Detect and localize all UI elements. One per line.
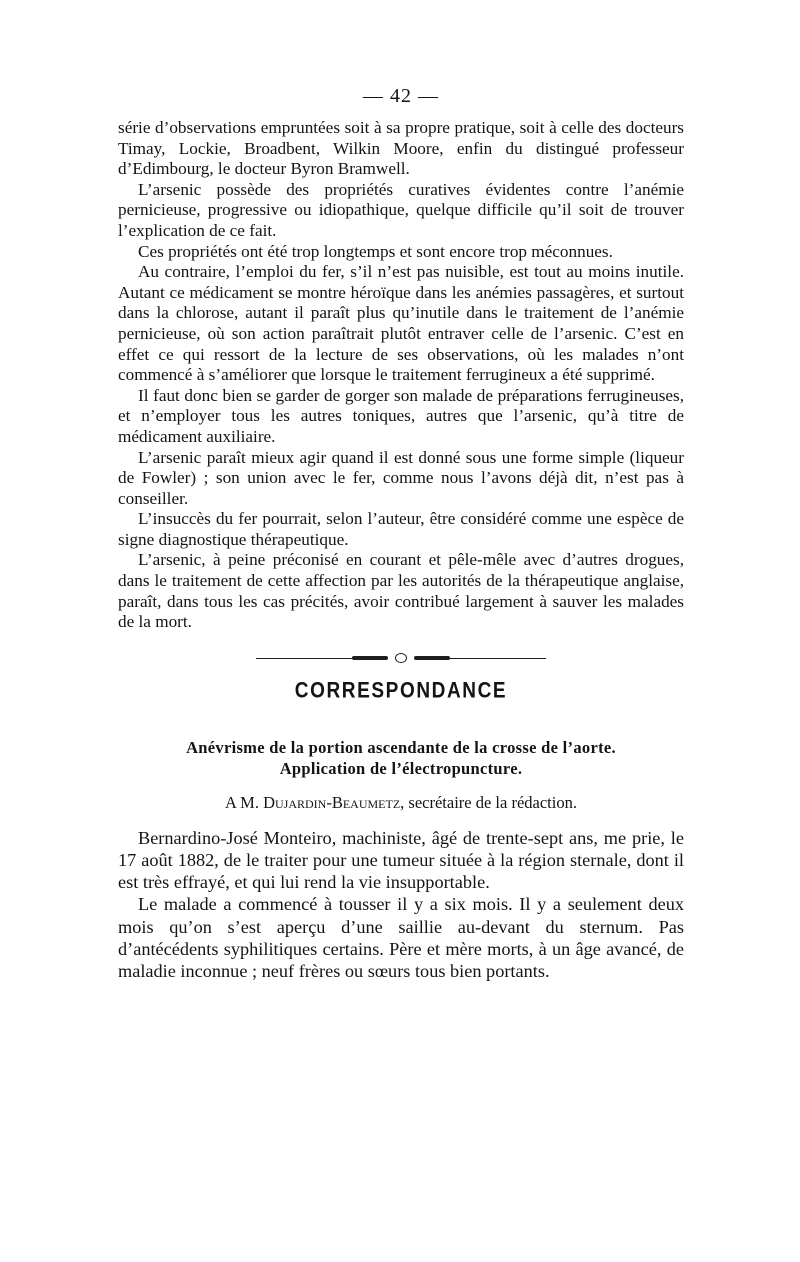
paragraph: Le malade a commencé à tousser il y a six mois. Il y a seulement deux mois qu’on s’est aperçu d’une saillie au-devant du sternum. Pas d’antécédents syphilitiques certains. Père et mère morts, à un âge avancé, de maladie inconnue ; neuf frères ou sœurs tous bien portants. [118,894,684,982]
paragraph: Au contraire, l’emploi du fer, s’il n’est pas nuisible, est tout au moins inutile. Autant ce médicament se montre héroïque dans les anémies passagères, et surtout dans la chlorose, autant il paraît plus qu’inutile dans le traitement de l’anémie pernicieuse, où son action paraîtrait plutôt entraver celle de l’arsenic. C’est en effet ce qui ressort de la lecture de ses observations, où les malades n’ont commencé à s’améliorer que lorsque le traitement ferrugineux a été supprimé. [118,262,684,385]
paragraph: L’arsenic possède des propriétés curatives évidentes contre l’anémie pernicieuse, progressive ou idiopathique, quelque difficile qu’il soit de trouver l’explication de ce fait. [118,179,684,240]
addressee-line [118,793,684,813]
addressee-name: Dujardin-Beaumetz, [263,792,405,812]
paragraph: Il faut donc bien se garder de gorger son malade de préparations ferrugineuses, et n’employer tous les autres toniques, autres que l’arsenic, qu’à titre de médicament auxiliaire. [118,385,684,446]
document-page [118,84,684,982]
divider-line-right [418,658,546,659]
divider-swell-left [352,656,388,660]
divider-ornament-icon [395,653,407,663]
section-title: CORRESPONDANCE [294,679,508,704]
paragraph: L’arsenic paraît mieux agir quand il est donné sous une forme simple (liqueur de Fowler) ; son union avec le fer, comme nous l’avons déjà dit, n’est pas à conseiller. [118,447,684,508]
article-title-line-2: Application de l’électropuncture. [279,758,523,778]
addressee-suffix: secrétaire de la rédaction. [408,792,577,812]
page-number: — 42 — [363,85,439,107]
paragraph: Ces propriétés ont été trop longtemps et sont encore trop méconnues. [138,241,613,261]
paragraph: série d’observations empruntées soit à sa propre pratique, soit à celle des docteurs Timay, Lockie, Broadbent, Wilkin Moore, enfin du distingué professeur d’Edimbourg, le docteur Byron Bramwell. [118,118,684,179]
addressee-prefix: A M. [225,792,259,812]
paragraph: L’insuccès du fer pourrait, selon l’auteur, être considéré comme une espèce de signe diagnostique thérapeutique. [118,509,684,549]
paragraph: L’arsenic, à peine préconisé en courant et pêle-mêle avec d’autres drogues, dans le traitement de cette affection par les autorités de la thérapeutique anglaise, paraît, dans tous les cas précités, avoir contribué largement à sauver les malades de la mort. [118,550,684,632]
article-title-line-1: Anévrisme de la portion ascendante de la crosse de l’aorte. [186,737,616,757]
paragraph: Bernardino-José Monteiro, machiniste, âgé de trente-sept ans, me prie, le 17 août 1882, de le traiter pour une tumeur située à la région sternale, dont il est très effrayé, et qui lui rend la vie insupportable. [118,827,684,893]
ornamental-divider [256,651,546,665]
